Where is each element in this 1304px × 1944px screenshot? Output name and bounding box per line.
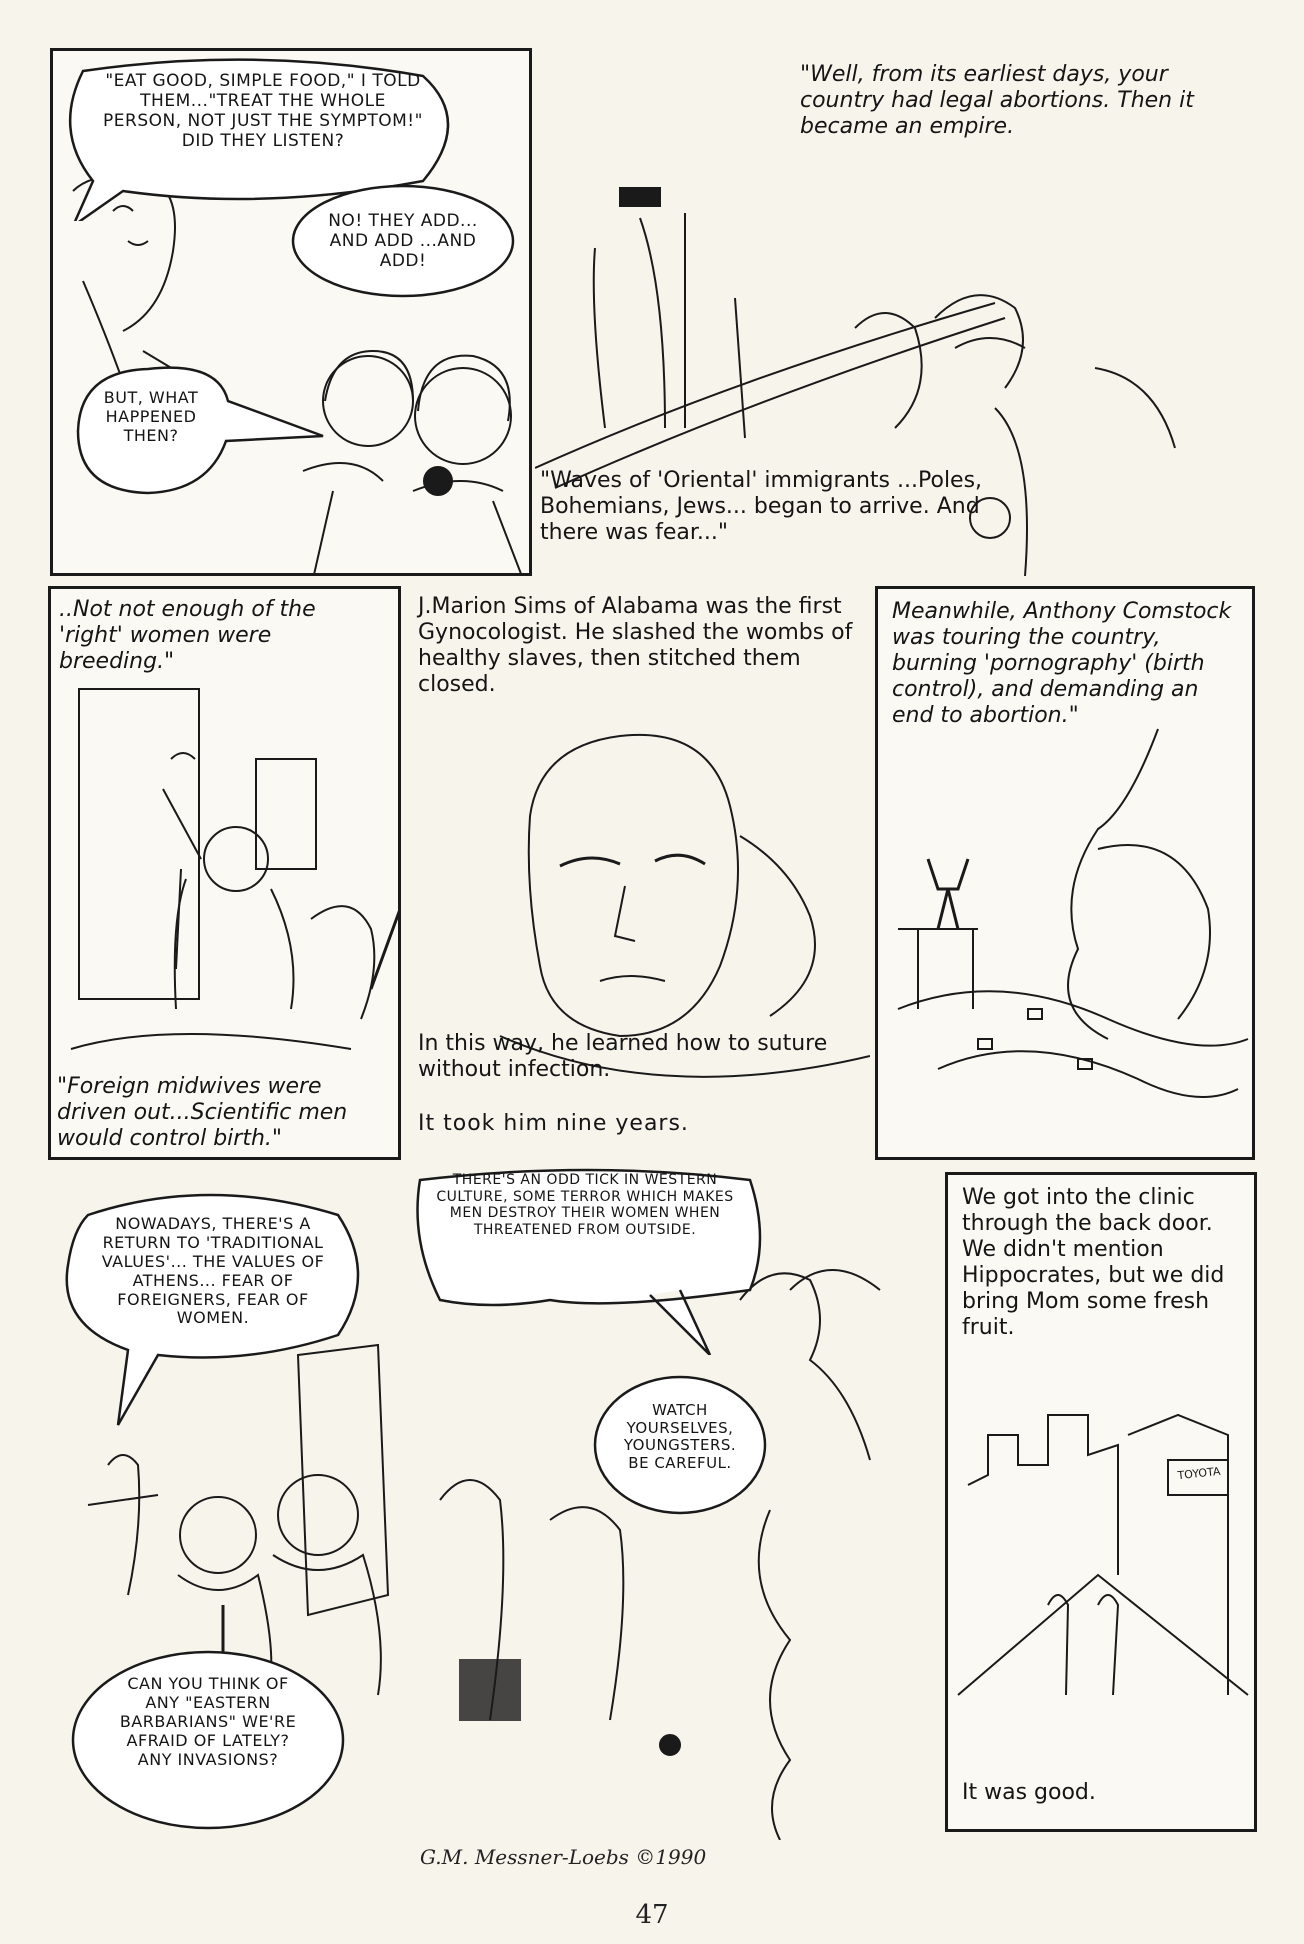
toyota-sign: TOYOTA	[1176, 1464, 1222, 1483]
panel-4	[410, 586, 870, 1160]
panel-3-caption-top: ..Not not enough of the 'right' women were breeding."	[59, 597, 316, 674]
balloon-odd-tick	[410, 1160, 770, 1355]
balloon-watch-yourselves-text: WATCH YOURSELVES, YOUNGSTERS. BE CAREFUL.	[623, 1401, 737, 1473]
balloon-nowadays-text: NOWADAYS, THERE'S A RETURN TO 'TRADITIONAL VALUES'... THE VALUES OF ATHENS... FEAR OF FOREIGNERS, FEAR OF WOMEN.	[101, 1214, 325, 1328]
panel-2-caption-bottom: "Waves of 'Oriental' immigrants ...Poles, Bohemians, Jews... began to arrive. And there was fear..."	[540, 468, 983, 545]
panel-1	[50, 48, 532, 576]
balloon-what-happened-text: BUT, WHAT HAPPENED THEN?	[103, 388, 199, 445]
balloon-what-happened	[68, 361, 328, 501]
panel-6	[48, 1175, 408, 1835]
artist-signature: G.M. Messner-Loebs ©1990	[420, 1845, 707, 1869]
panel-4-caption-bottom-1: In this way, he learned how to suture without infection.	[418, 1031, 828, 1082]
page-number: 47	[635, 1900, 669, 1930]
panel-2-caption-top: "Well, from its earliest days, your country had legal abortions. Then it became an empire.	[800, 62, 1194, 139]
panel-3-caption-bottom: "Foreign midwives were driven out...Scientific men would control birth."	[57, 1074, 348, 1151]
balloon-no-they-add	[288, 181, 518, 301]
panel-8	[945, 1172, 1257, 1832]
balloon-watch-yourselves	[590, 1370, 770, 1520]
panel-5	[875, 586, 1255, 1160]
balloon-eat-good-text: "EAT GOOD, SIMPLE FOOD," I TOLD THEM..."TREAT THE WHOLE PERSON, NOT JUST THE SYMPTOM!" DID THEY LISTEN?	[103, 71, 423, 152]
panel-2	[535, 48, 1265, 576]
balloon-nowadays	[48, 1175, 368, 1430]
panel-4-caption-bottom-2: It took him nine years.	[418, 1111, 689, 1136]
panel-8-caption-top: We got into the clinic through the back door. We didn't mention Hippocrates, but we did bring Mom some fresh fruit.	[962, 1185, 1225, 1340]
panel-8-caption-bottom: It was good.	[962, 1780, 1096, 1805]
panel-5-caption-top: Meanwhile, Anthony Comstock was touring the country, burning 'pornography' (birth control), and demanding an end to abortion."	[892, 599, 1232, 728]
balloon-no-they-add-text: NO! THEY ADD... AND ADD ...AND ADD!	[328, 211, 478, 272]
balloon-eastern-barbarians	[68, 1645, 348, 1835]
balloon-odd-tick-text: THERE'S AN ODD TICK IN WESTERN CULTURE, SOME TERROR WHICH MAKES MEN DESTROY THEIR WOMEN WHEN THREATENED FROM OUTSIDE.	[436, 1172, 734, 1238]
panel-4-caption-top: J.Marion Sims of Alabama was the first Gynocologist. He slashed the wombs of healthy slaves, then stitched them closed.	[418, 594, 853, 697]
panel-7	[410, 1160, 890, 1840]
balloon-eastern-barbarians-text: CAN YOU THINK OF ANY "EASTERN BARBARIANS" WE'RE AFRAID OF LATELY? ANY INVASIONS?	[119, 1674, 297, 1769]
panel-3	[48, 586, 401, 1160]
